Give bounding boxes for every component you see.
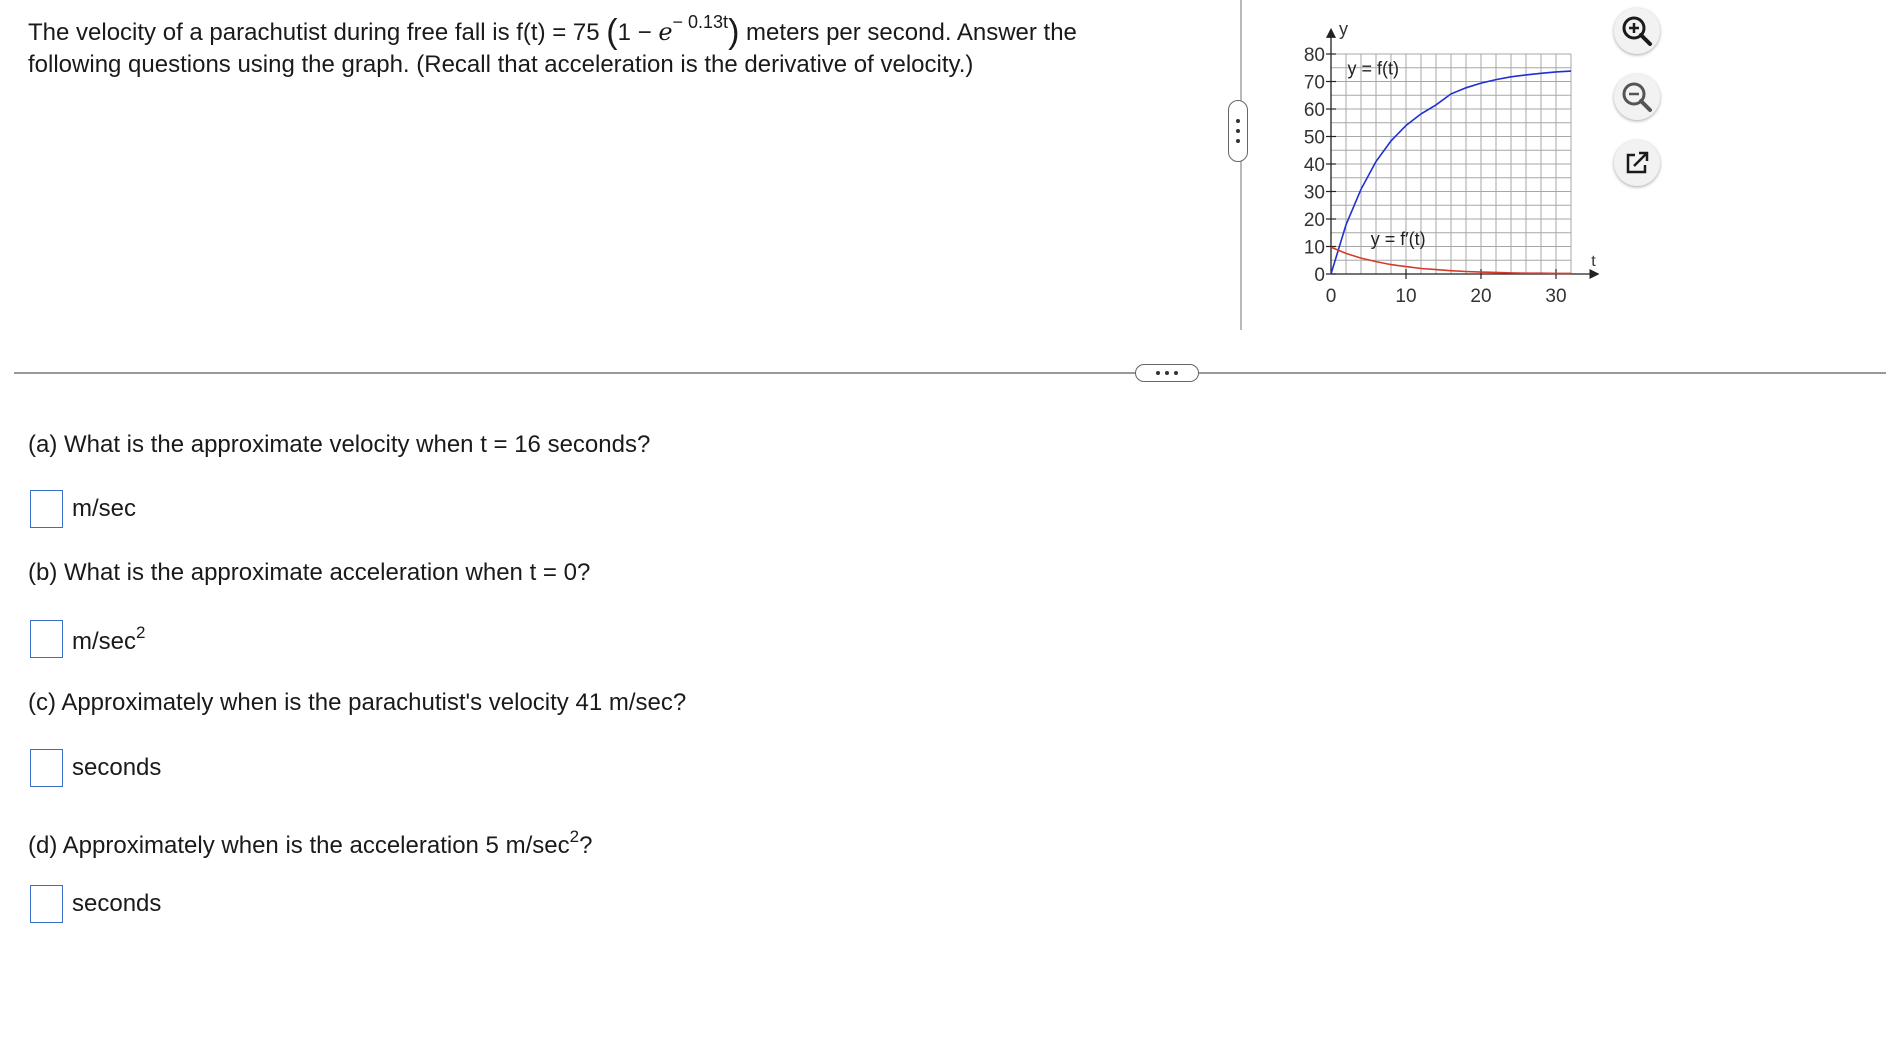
problem-statement [28,6,1168,81]
one-minus: 1 − [617,19,659,46]
x-tick-label: 0 [1325,286,1337,307]
question-d [28,822,592,861]
answer-b-unit-text: m/sec [72,627,137,655]
y-tick-label: 70 [1303,72,1325,94]
problem-line-1 [28,6,1168,49]
problem-text-start: The velocity of a parachutist during free fall is f(t) = 75 [28,19,600,46]
zoom-out-icon [1620,80,1654,114]
horizontal-splitter[interactable] [14,372,1886,374]
answer-b-input[interactable] [30,620,63,658]
vertical-splitter-handle[interactable] [1228,100,1248,162]
y-tick-label: 50 [1303,127,1325,149]
answer-a-input[interactable] [30,490,63,528]
answer-c-unit: seconds [72,754,162,781]
problem-text-end: meters per second. Answer the [739,19,1077,46]
euler-e: e [658,18,673,46]
series-label-fprime: y = f′(t) [1370,228,1426,249]
answer-d-input[interactable] [30,885,63,923]
popout-icon [1622,148,1652,178]
question-c: (c) Approximately when is the parachutist's velocity 41 m/sec? [28,689,687,716]
right-paren: ) [728,13,740,51]
y-axis-arrow [1326,28,1336,38]
x-tick-label: 20 [1470,286,1492,307]
x-tick-label: 10 [1395,286,1417,307]
answer-d-row [30,884,161,924]
x-axis-arrow [1590,269,1600,279]
answer-d-unit: seconds [72,890,162,917]
question-d-text: (d) Approximately when is the acceleration 5 m/sec [28,832,570,859]
answer-c-row [30,748,161,788]
graph-grid [1331,54,1571,274]
question-b: (b) What is the approximate acceleration when t = 0? [28,559,591,586]
y-tick-label: 0 [1314,265,1325,286]
x-tick-label: 30 [1545,286,1567,307]
horizontal-splitter-handle[interactable] [1135,364,1199,382]
answer-a-row [30,489,136,529]
series-label-f: y = f(t) [1347,58,1400,79]
popout-button[interactable] [1614,140,1660,186]
answer-b-row [30,619,145,659]
graph-labels [1304,19,1596,307]
y-tick-label: 10 [1303,237,1325,259]
answer-a-unit: m/sec [72,495,137,522]
question-d-suffix: ? [579,832,593,859]
y-tick-label: 20 [1303,210,1325,231]
y-tick-label: 60 [1303,100,1325,121]
y-tick-label: 80 [1303,45,1325,66]
zoom-in-button[interactable] [1614,8,1660,54]
y-tick-label: 40 [1303,155,1325,176]
x-axis-label: t [1591,253,1596,270]
graph [1255,0,1635,320]
exponent: − 0.13t [672,12,729,32]
problem-line-2: following questions using the graph. (Recall that acceleration is the derivative of velocity.) [28,51,974,78]
vertical-splitter[interactable] [1240,0,1242,330]
y-axis-label: y [1339,18,1348,39]
answer-c-input[interactable] [30,749,63,787]
y-tick-label: 30 [1303,182,1325,204]
zoom-in-icon [1620,14,1654,48]
question-d-exponent: 2 [569,827,580,846]
question-a: (a) What is the approximate velocity when t = 16 seconds? [28,431,651,458]
answer-b-unit-exponent: 2 [136,622,146,642]
zoom-out-button[interactable] [1614,74,1660,120]
left-paren: ( [606,13,618,51]
answer-b-unit [72,623,145,656]
